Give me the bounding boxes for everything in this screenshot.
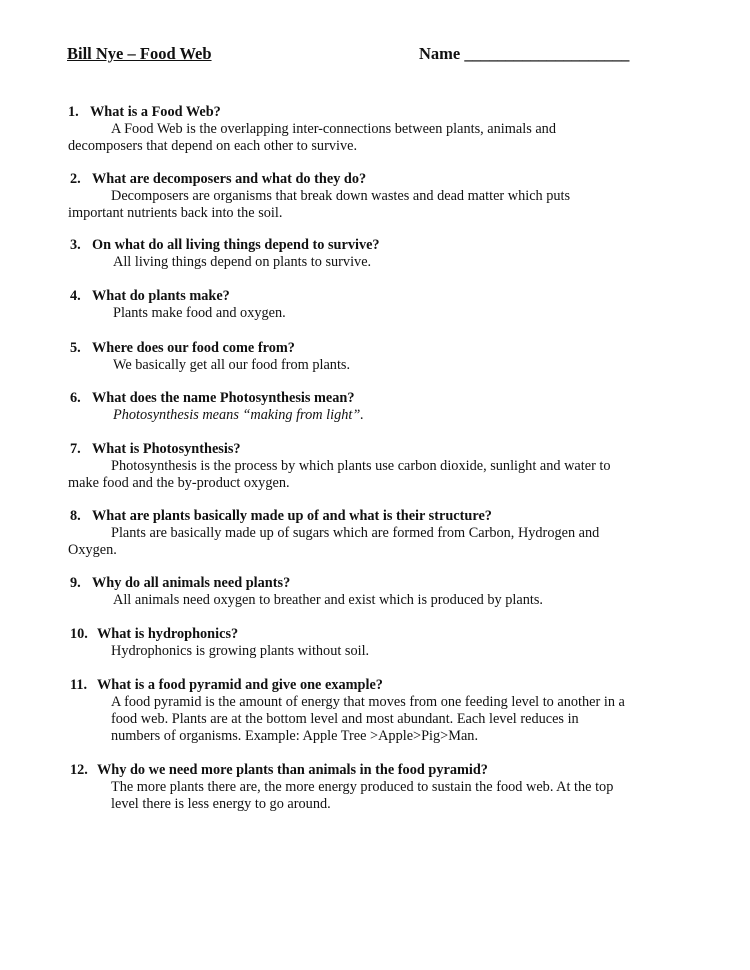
answer-text xyxy=(68,121,668,155)
answer-text xyxy=(70,407,670,424)
question-number: 10. xyxy=(70,626,88,642)
answer-line: numbers of organisms. Example: Apple Tree >Apple>Pig>Man. xyxy=(111,728,479,744)
question-text xyxy=(70,762,670,779)
answer-text xyxy=(68,694,670,745)
question-item xyxy=(70,762,670,813)
question-label: What do plants make? xyxy=(92,288,230,304)
answer-line: We basically get all our food from plants. xyxy=(113,357,351,373)
question-label: Why do all animals need plants? xyxy=(92,575,291,591)
question-number: 5. xyxy=(70,340,81,356)
answer-text xyxy=(70,305,670,322)
question-text xyxy=(70,626,670,643)
question-text xyxy=(70,237,670,254)
question-number: 6. xyxy=(70,390,81,406)
question-number: 7. xyxy=(70,441,81,457)
question-number: 11. xyxy=(70,677,88,693)
question-label: Why do we need more plants than animals in the food pyramid? xyxy=(97,762,488,778)
answer-line: Photosynthesis means “making from light”. xyxy=(113,407,364,423)
answer-line: important nutrients back into the soil. xyxy=(68,205,283,221)
question-text xyxy=(68,104,668,121)
question-item xyxy=(70,626,670,660)
question-item xyxy=(70,288,670,322)
question-label: What is Photosynthesis? xyxy=(92,441,241,457)
answer-line: food web. Plants are at the bottom level and most abundant. Each level reduces in xyxy=(111,711,579,727)
question-item xyxy=(70,237,670,271)
question-number: 1. xyxy=(68,104,79,120)
question-number: 3. xyxy=(70,237,81,253)
question-number: 4. xyxy=(70,288,81,304)
question-item xyxy=(70,441,670,492)
answer-text xyxy=(68,458,670,492)
question-item xyxy=(70,390,670,424)
question-text xyxy=(70,340,670,357)
question-label: What are plants basically made up of and what is their structure? xyxy=(92,508,492,524)
worksheet-title: Bill Nye – Food Web xyxy=(67,44,212,63)
question-number: 2. xyxy=(70,171,81,187)
question-text xyxy=(70,575,670,592)
question-label: What is a food pyramid and give one example? xyxy=(97,677,383,693)
question-item xyxy=(70,508,670,559)
answer-line: decomposers that depend on each other to survive. xyxy=(68,138,358,154)
answer-line: level there is less energy to go around. xyxy=(111,796,331,812)
question-label: What is hydrophonics? xyxy=(97,626,239,642)
answer-line: A food pyramid is the amount of energy that moves from one feeding level to another in a xyxy=(111,694,625,710)
question-label: On what do all living things depend to survive? xyxy=(92,237,380,253)
answer-line: Decomposers are organisms that break down wastes and dead matter which puts xyxy=(111,188,571,204)
answer-line: Oxygen. xyxy=(68,542,117,558)
question-number: 8. xyxy=(70,508,81,524)
question-text xyxy=(70,508,670,525)
answer-line: Plants make food and oxygen. xyxy=(113,305,286,321)
name-field-label: Name ____________________ xyxy=(419,44,630,63)
answer-line: All animals need oxygen to breather and exist which is produced by plants. xyxy=(113,592,543,608)
question-text xyxy=(70,288,670,305)
answer-text xyxy=(70,254,670,271)
answer-text xyxy=(70,357,670,374)
answer-text xyxy=(70,592,670,609)
question-item xyxy=(70,677,670,745)
question-item xyxy=(70,575,670,609)
answer-line: Plants are basically made up of sugars which are formed from Carbon, Hydrogen and xyxy=(111,525,600,541)
answer-line: A Food Web is the overlapping inter-connections between plants, animals and xyxy=(111,121,556,137)
question-label: What is a Food Web? xyxy=(90,104,221,120)
question-label: What are decomposers and what do they do? xyxy=(92,171,367,187)
question-number: 9. xyxy=(70,575,81,591)
question-item xyxy=(70,171,670,222)
question-text xyxy=(70,390,670,407)
question-label: What does the name Photosynthesis mean? xyxy=(92,390,355,406)
question-text xyxy=(70,441,670,458)
question-text xyxy=(70,677,670,694)
question-item xyxy=(68,104,668,155)
answer-line: Hydrophonics is growing plants without soil. xyxy=(111,643,370,659)
answer-line: make food and the by-product oxygen. xyxy=(68,475,290,491)
answer-text xyxy=(68,525,670,559)
answer-line: All living things depend on plants to survive. xyxy=(113,254,372,270)
question-item xyxy=(70,340,670,374)
answer-text xyxy=(68,779,670,813)
answer-line: Photosynthesis is the process by which plants use carbon dioxide, sunlight and water to xyxy=(111,458,611,474)
answer-text xyxy=(68,188,670,222)
answer-text xyxy=(68,643,670,660)
question-label: Where does our food come from? xyxy=(92,340,295,356)
answer-line: The more plants there are, the more energy produced to sustain the food web. At the top xyxy=(111,779,614,795)
question-text xyxy=(70,171,670,188)
question-number: 12. xyxy=(70,762,88,778)
